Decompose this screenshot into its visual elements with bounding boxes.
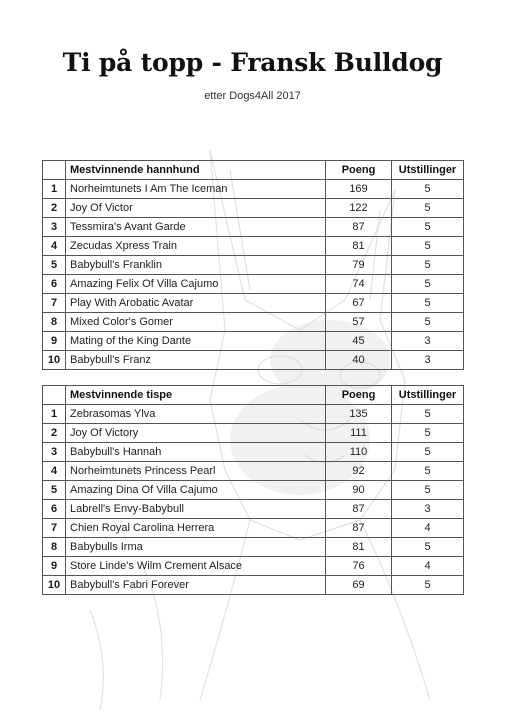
dog-name: Babybull's Hannah <box>66 443 326 462</box>
table-header-row <box>43 161 464 180</box>
rank-number: 7 <box>43 519 66 538</box>
table-row <box>43 481 464 500</box>
shows-value: 5 <box>392 313 464 332</box>
points-value: 79 <box>326 256 392 275</box>
rank-number: 3 <box>43 443 66 462</box>
points-value: 90 <box>326 481 392 500</box>
points-value: 87 <box>326 500 392 519</box>
shows-value: 3 <box>392 351 464 370</box>
page-title: Ti på topp - Fransk Bulldog <box>62 48 443 77</box>
header-name: Mestvinnende tispe <box>66 386 326 405</box>
shows-value: 5 <box>392 218 464 237</box>
table-row <box>43 256 464 275</box>
table-row <box>43 519 464 538</box>
shows-value: 5 <box>392 199 464 218</box>
dog-name: Mixed Color's Gomer <box>66 313 326 332</box>
shows-value: 5 <box>392 538 464 557</box>
shows-value: 5 <box>392 180 464 199</box>
table-row <box>43 576 464 595</box>
points-value: 111 <box>326 424 392 443</box>
table-row <box>43 218 464 237</box>
table-row <box>43 199 464 218</box>
rank-number: 1 <box>43 405 66 424</box>
table-row <box>43 237 464 256</box>
table-header-row <box>43 386 464 405</box>
shows-value: 5 <box>392 256 464 275</box>
shows-value: 4 <box>392 519 464 538</box>
points-value: 81 <box>326 237 392 256</box>
table-row <box>43 351 464 370</box>
table-row <box>43 294 464 313</box>
shows-value: 5 <box>392 462 464 481</box>
rank-number: 5 <box>43 481 66 500</box>
points-value: 76 <box>326 557 392 576</box>
rank-number: 2 <box>43 199 66 218</box>
rank-number: 6 <box>43 500 66 519</box>
rank-number: 5 <box>43 256 66 275</box>
dog-name: Tessmira's Avant Garde <box>66 218 326 237</box>
header-number <box>43 161 66 180</box>
rank-number: 9 <box>43 557 66 576</box>
rank-number: 2 <box>43 424 66 443</box>
rank-number: 10 <box>43 351 66 370</box>
table-row <box>43 538 464 557</box>
dog-name: Norheimtunets Princess Pearl <box>66 462 326 481</box>
points-value: 67 <box>326 294 392 313</box>
shows-value: 3 <box>392 332 464 351</box>
header-shows: Utstillinger <box>392 386 464 405</box>
points-value: 87 <box>326 218 392 237</box>
dog-name: Chien Royal Carolina Herrera <box>66 519 326 538</box>
dog-name: Amazing Dina Of Villa Cajumo <box>66 481 326 500</box>
rank-number: 8 <box>43 313 66 332</box>
dog-name: Amazing Felix Of Villa Cajumo <box>66 275 326 294</box>
shows-value: 5 <box>392 275 464 294</box>
points-value: 40 <box>326 351 392 370</box>
male-ranking-table <box>42 160 464 370</box>
dog-name: Babybull's Franz <box>66 351 326 370</box>
rank-number: 1 <box>43 180 66 199</box>
shows-value: 3 <box>392 500 464 519</box>
points-value: 87 <box>326 519 392 538</box>
page-subtitle: etter Dogs4All 2017 <box>204 90 301 102</box>
table-row <box>43 405 464 424</box>
points-value: 57 <box>326 313 392 332</box>
dog-name: Babybull's Fabri Forever <box>66 576 326 595</box>
female-ranking-table <box>42 385 464 595</box>
dog-name: Labrell's Envy-Babybull <box>66 500 326 519</box>
dog-name: Zebrasomas Ylva <box>66 405 326 424</box>
header-number <box>43 386 66 405</box>
shows-value: 5 <box>392 576 464 595</box>
shows-value: 5 <box>392 481 464 500</box>
shows-value: 5 <box>392 405 464 424</box>
rank-number: 6 <box>43 275 66 294</box>
points-value: 122 <box>326 199 392 218</box>
header-points: Poeng <box>326 386 392 405</box>
points-value: 81 <box>326 538 392 557</box>
shows-value: 5 <box>392 424 464 443</box>
table-row <box>43 180 464 199</box>
rank-number: 10 <box>43 576 66 595</box>
points-value: 169 <box>326 180 392 199</box>
table-row <box>43 332 464 351</box>
rank-number: 4 <box>43 462 66 481</box>
rank-number: 3 <box>43 218 66 237</box>
header-points: Poeng <box>326 161 392 180</box>
points-value: 69 <box>326 576 392 595</box>
dog-name: Joy Of Victor <box>66 199 326 218</box>
dog-name: Zecudas Xpress Train <box>66 237 326 256</box>
table-row <box>43 275 464 294</box>
shows-value: 5 <box>392 237 464 256</box>
dog-name: Mating of the King Dante <box>66 332 326 351</box>
points-value: 135 <box>326 405 392 424</box>
rank-number: 7 <box>43 294 66 313</box>
header-shows: Utstillinger <box>392 161 464 180</box>
dog-name: Babybull's Franklin <box>66 256 326 275</box>
dog-name: Store Linde's Wilm Crement Alsace <box>66 557 326 576</box>
dog-name: Norheimtunets I Am The Iceman <box>66 180 326 199</box>
table-row <box>43 424 464 443</box>
dog-name: Joy Of Victory <box>66 424 326 443</box>
dog-name: Play With Arobatic Avatar <box>66 294 326 313</box>
table-row <box>43 462 464 481</box>
rank-number: 8 <box>43 538 66 557</box>
points-value: 74 <box>326 275 392 294</box>
points-value: 45 <box>326 332 392 351</box>
table-row <box>43 313 464 332</box>
rank-number: 9 <box>43 332 66 351</box>
header-name: Mestvinnende hannhund <box>66 161 326 180</box>
table-row <box>43 500 464 519</box>
points-value: 110 <box>326 443 392 462</box>
rank-number: 4 <box>43 237 66 256</box>
points-value: 92 <box>326 462 392 481</box>
dog-name: Babybulls Irma <box>66 538 326 557</box>
table-row <box>43 557 464 576</box>
shows-value: 4 <box>392 557 464 576</box>
shows-value: 5 <box>392 443 464 462</box>
table-row <box>43 443 464 462</box>
shows-value: 5 <box>392 294 464 313</box>
